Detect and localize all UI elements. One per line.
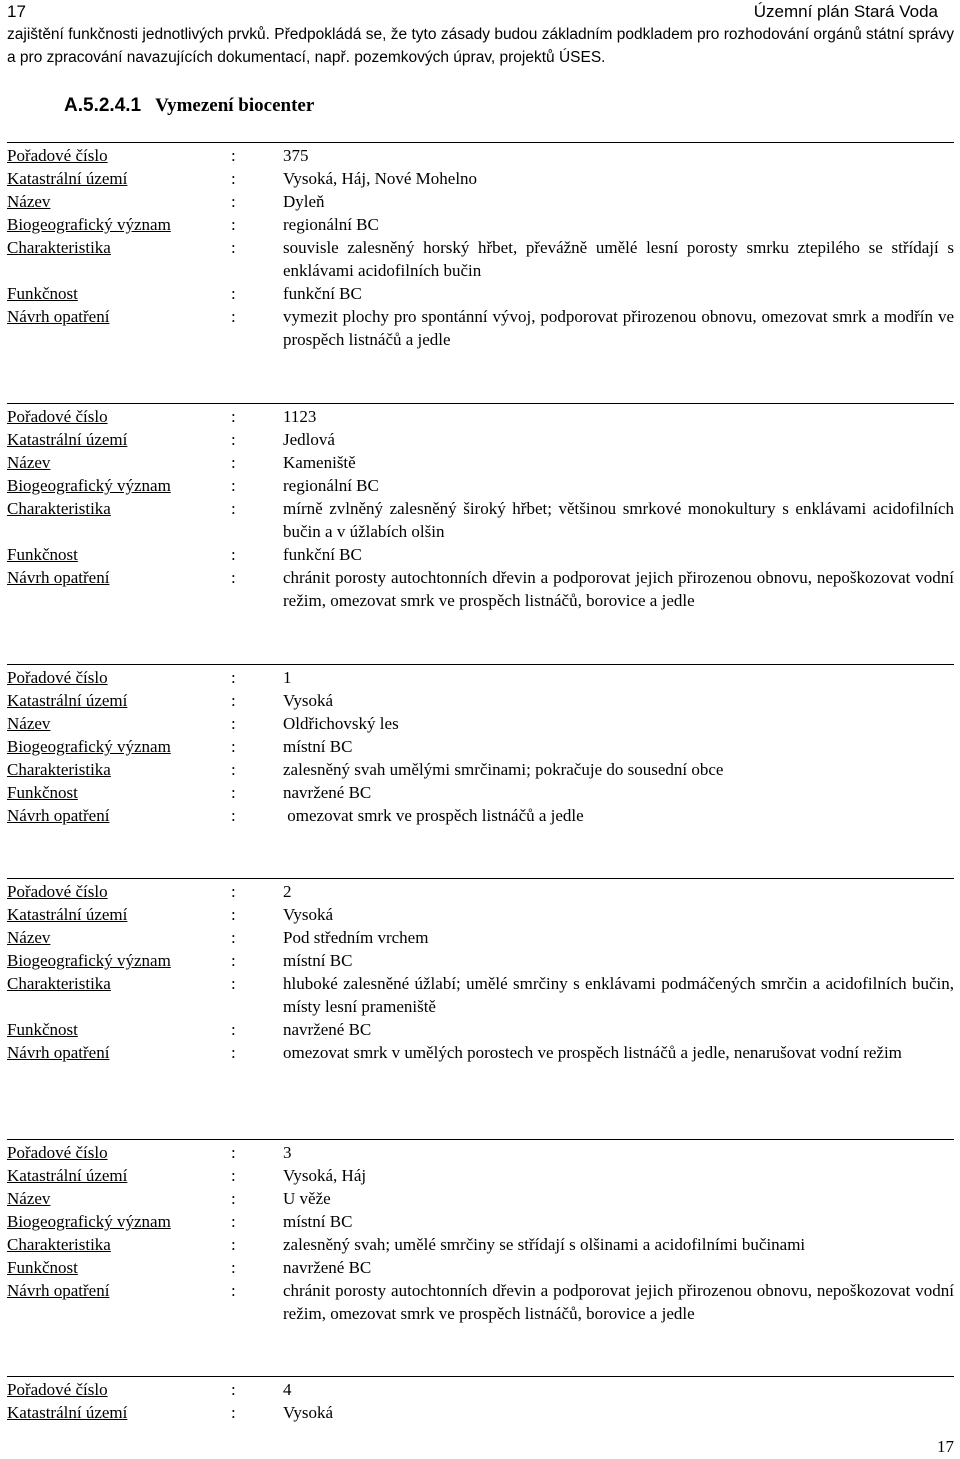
colon: : (231, 453, 236, 472)
label-navrh-opatreni: Návrh opatření (7, 1043, 110, 1062)
colon: : (231, 714, 236, 733)
record-divider (7, 142, 954, 143)
label-funkcnost: Funkčnost (7, 1258, 78, 1277)
label-charakteristika: Charakteristika (7, 974, 111, 993)
colon: : (231, 430, 236, 449)
label-funkcnost: Funkčnost (7, 783, 78, 802)
colon: : (231, 974, 236, 993)
colon: : (231, 284, 236, 303)
colon: : (231, 1189, 236, 1208)
colon: : (231, 568, 236, 587)
value-poradove-cislo: 375 (283, 146, 309, 165)
value-katastralni-uzemi: Vysoká (283, 905, 334, 924)
label-navrh-opatreni: Návrh opatření (7, 568, 110, 587)
colon: : (231, 668, 236, 687)
label-katastralni-uzemi: Katastrální území (7, 905, 128, 924)
label-nazev: Název (7, 714, 51, 733)
record-divider (7, 664, 954, 665)
colon: : (231, 737, 236, 756)
colon: : (231, 1281, 236, 1300)
label-nazev: Název (7, 192, 51, 211)
value-nazev: Kameniště (283, 453, 356, 472)
colon: : (231, 1043, 236, 1062)
label-poradove-cislo: Pořadové číslo (7, 1143, 108, 1162)
label-biogeograficky-vyznam: Biogeografický význam (7, 951, 171, 970)
value-funkcnost: navržené BC (283, 783, 372, 802)
value-katastralni-uzemi: Vysoká, Háj, Nové Mohelno (283, 169, 478, 188)
value-katastralni-uzemi: Jedlová (283, 430, 335, 449)
colon: : (231, 169, 236, 188)
value-nazev: Dyleň (283, 192, 325, 211)
colon: : (231, 238, 236, 257)
colon: : (231, 1403, 236, 1422)
colon: : (231, 806, 236, 825)
header-document-title: Územní plán Stará Voda (753, 2, 938, 21)
colon: : (231, 146, 236, 165)
record-divider (7, 1139, 954, 1140)
label-katastralni-uzemi: Katastrální území (7, 1166, 128, 1185)
label-funkcnost: Funkčnost (7, 284, 78, 303)
record-divider (7, 878, 954, 879)
record-divider (7, 403, 954, 404)
label-navrh-opatreni: Návrh opatření (7, 1281, 110, 1300)
value-poradove-cislo: 1123 (283, 407, 317, 426)
label-nazev: Název (7, 928, 51, 947)
colon: : (231, 760, 236, 779)
value-biogeograficky-vyznam: místní BC (283, 1212, 353, 1231)
label-navrh-opatreni: Návrh opatření (7, 307, 110, 326)
section-heading (64, 94, 314, 117)
value-funkcnost: navržené BC (283, 1258, 372, 1277)
colon: : (231, 1143, 236, 1162)
footer-page-number: 17 (937, 1437, 954, 1456)
value-navrh-opatreni: chránit porosty autochtonních dřevin a podporovat jejich přirozenou obnovu, nepoškozovat vodní režim, omezovat smrk ve prospěch listnáčů, borovice a jedle (283, 568, 954, 610)
label-charakteristika: Charakteristika (7, 238, 111, 257)
label-katastralni-uzemi: Katastrální území (7, 691, 128, 710)
value-navrh-opatreni: vymezit plochy pro spontánní vývoj, podporovat přirozenou obnovu, omezovat smrk a modřín ve prospěch listnáčů a jedle (283, 307, 954, 349)
intro-paragraph: zajištění funkčnosti jednotlivých prvků. Předpokládá se, že tyto zásady budou základním podkladem pro rozhodování orgánů státní správy a pro zpracování navazujících dokumentací, např. pozemkových úprav, projektů ÚSES. (7, 26, 954, 66)
value-nazev: Oldřichovský les (283, 714, 399, 733)
section-title: Vymezení biocenter (155, 95, 315, 116)
colon: : (231, 407, 236, 426)
colon: : (231, 905, 236, 924)
label-charakteristika: Charakteristika (7, 760, 111, 779)
label-poradove-cislo: Pořadové číslo (7, 407, 108, 426)
colon: : (231, 1235, 236, 1254)
value-charakteristika: hluboké zalesněné úžlabí; umělé smrčiny s enklávami podmáčených smrčin a acidofilních bučin, místy lesní prameniště (283, 974, 954, 1016)
label-katastralni-uzemi: Katastrální území (7, 430, 128, 449)
label-charakteristika: Charakteristika (7, 1235, 111, 1254)
label-biogeograficky-vyznam: Biogeografický význam (7, 476, 171, 495)
colon: : (231, 192, 236, 211)
label-biogeograficky-vyznam: Biogeografický význam (7, 215, 171, 234)
colon: : (231, 545, 236, 564)
value-biogeograficky-vyznam: místní BC (283, 737, 353, 756)
colon: : (231, 951, 236, 970)
record-4 (7, 1378, 954, 1424)
value-charakteristika: zalesněný svah; umělé smrčiny se střídají s olšinami a acidofilními bučinami (283, 1235, 806, 1254)
label-navrh-opatreni: Návrh opatření (7, 806, 110, 825)
value-poradove-cislo: 3 (283, 1143, 292, 1162)
colon: : (231, 1380, 236, 1399)
label-biogeograficky-vyznam: Biogeografický význam (7, 1212, 171, 1231)
value-katastralni-uzemi: Vysoká (283, 1403, 334, 1422)
value-biogeograficky-vyznam: regionální BC (283, 215, 379, 234)
label-katastralni-uzemi: Katastrální území (7, 169, 128, 188)
value-funkcnost: navržené BC (283, 1020, 372, 1039)
value-biogeograficky-vyznam: místní BC (283, 951, 353, 970)
record-3 (7, 1141, 954, 1325)
label-poradove-cislo: Pořadové číslo (7, 1380, 108, 1399)
colon: : (231, 783, 236, 802)
value-katastralni-uzemi: Vysoká, Háj (283, 1166, 367, 1185)
record-divider (7, 1376, 954, 1377)
value-nazev: Pod středním vrchem (283, 928, 429, 947)
record-375 (7, 144, 954, 351)
label-funkcnost: Funkčnost (7, 1020, 78, 1039)
colon: : (231, 307, 236, 326)
value-navrh-opatreni: omezovat smrk ve prospěch listnáčů a jedle (283, 806, 584, 825)
label-funkcnost: Funkčnost (7, 545, 78, 564)
label-poradove-cislo: Pořadové číslo (7, 882, 108, 901)
label-poradove-cislo: Pořadové číslo (7, 668, 108, 687)
label-biogeograficky-vyznam: Biogeografický význam (7, 737, 171, 756)
label-nazev: Název (7, 453, 51, 472)
colon: : (231, 882, 236, 901)
value-poradove-cislo: 2 (283, 882, 292, 901)
colon: : (231, 476, 236, 495)
value-charakteristika: zalesněný svah umělými smrčinami; pokračuje do sousední obce (283, 760, 724, 779)
colon: : (231, 1166, 236, 1185)
label-poradove-cislo: Pořadové číslo (7, 146, 108, 165)
value-poradove-cislo: 1 (283, 668, 292, 687)
label-katastralni-uzemi: Katastrální území (7, 1403, 128, 1422)
record-2 (7, 880, 954, 1064)
value-funkcnost: funkční BC (283, 284, 362, 303)
record-1123 (7, 405, 954, 612)
value-funkcnost: funkční BC (283, 545, 362, 564)
label-nazev: Název (7, 1189, 51, 1208)
value-biogeograficky-vyznam: regionální BC (283, 476, 379, 495)
colon: : (231, 928, 236, 947)
colon: : (231, 1212, 236, 1231)
label-charakteristika: Charakteristika (7, 499, 111, 518)
colon: : (231, 499, 236, 518)
colon: : (231, 1020, 236, 1039)
section-number: A.5.2.4.1 (64, 95, 142, 116)
colon: : (231, 215, 236, 234)
record-1 (7, 666, 954, 827)
value-charakteristika: souvisle zalesněný horský hřbet, převážně umělé lesní porosty smrku ztepilého se střídají s enklávami acidofilních bučin (283, 238, 954, 280)
colon: : (231, 691, 236, 710)
value-katastralni-uzemi: Vysoká (283, 691, 334, 710)
header-page-number: 17 (7, 2, 26, 21)
value-poradove-cislo: 4 (283, 1380, 292, 1399)
value-navrh-opatreni: omezovat smrk v umělých porostech ve prospěch listnáčů a jedle, nenarušovat vodní režim (283, 1043, 902, 1062)
value-charakteristika: mírně zvlněný zalesněný široký hřbet; většinou smrkové monokultury s enklávami acidofilních bučin a v úžlabích olšin (283, 499, 954, 541)
value-nazev: U věže (283, 1189, 331, 1208)
value-navrh-opatreni: chránit porosty autochtonních dřevin a podporovat jejich přirozenou obnovu, nepoškozovat vodní režim, omezovat smrk ve prospěch listnáčů, borovice a jedle (283, 1281, 954, 1323)
colon: : (231, 1258, 236, 1277)
